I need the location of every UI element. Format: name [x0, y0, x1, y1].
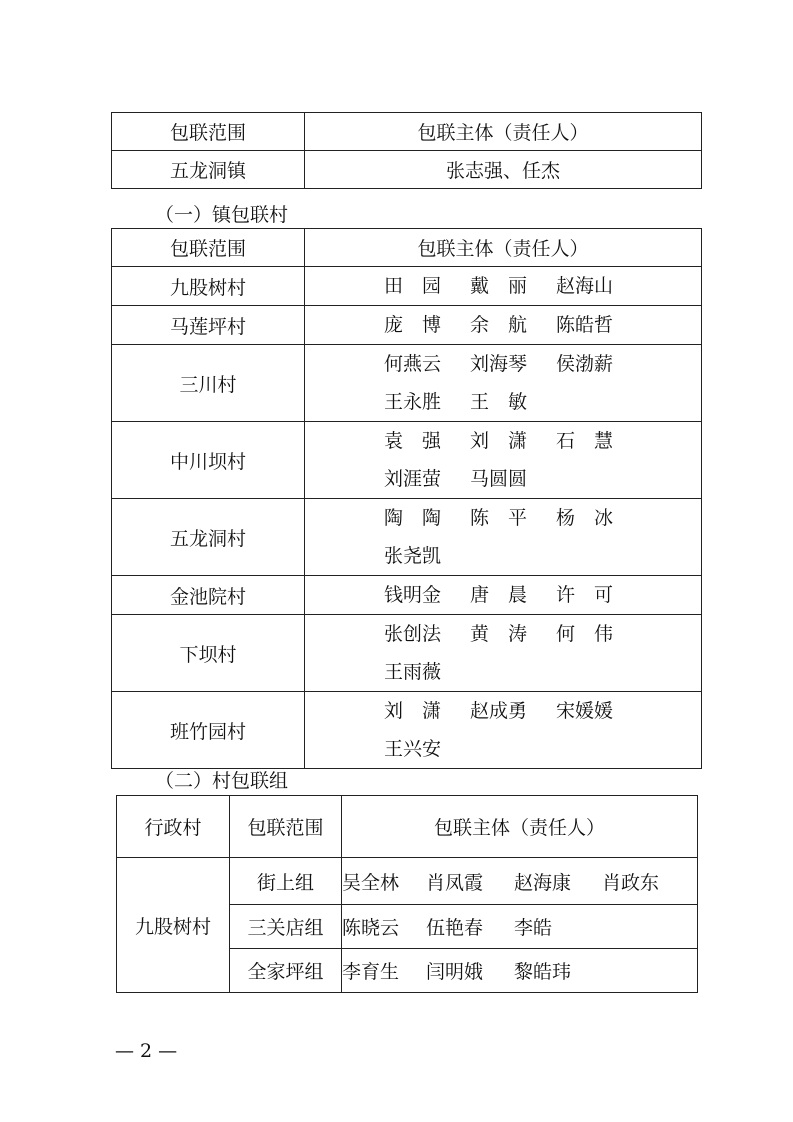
header-subject: 包联主体（责任人） — [342, 796, 698, 858]
header-subject: 包联主体（责任人） — [305, 229, 702, 267]
header-scope: 包联范围 — [230, 796, 342, 858]
section-title-village-group: （二）村包联组 — [155, 770, 289, 792]
person-name: 张创法 — [384, 623, 442, 645]
persons-cell — [305, 345, 702, 422]
person-name: 陈晓云 — [342, 917, 400, 939]
table-row — [112, 422, 702, 499]
person-name: 张尧凯 — [384, 545, 442, 567]
person-name: 王兴安 — [384, 738, 442, 760]
person-name: 李育生 — [342, 961, 400, 983]
page-number: — 2 — — [115, 1040, 178, 1062]
group-scope-cell: 街上组 — [230, 858, 342, 905]
persons-line — [305, 537, 701, 575]
person-name: 唐 晨 — [470, 584, 528, 606]
table-header-row — [112, 113, 702, 151]
person-name: 侯渤薪 — [556, 353, 614, 375]
scope-cell: 金池院村 — [112, 576, 305, 615]
persons-cell — [305, 692, 702, 769]
scope-cell: 中川坝村 — [112, 422, 305, 499]
persons-cell — [305, 422, 702, 499]
persons-line — [305, 460, 701, 498]
person-name: 王雨薇 — [384, 661, 442, 683]
person-name: 余 航 — [470, 314, 528, 336]
person-name: 吴全林 — [342, 871, 400, 894]
persons-cell — [305, 576, 702, 615]
scope-cell: 下坝村 — [112, 615, 305, 692]
scope-cell: 九股树村 — [112, 267, 305, 306]
persons-line — [305, 499, 701, 537]
person-name: 袁 强 — [384, 430, 442, 452]
leadership-table — [111, 112, 702, 189]
persons-cell — [305, 499, 702, 576]
person-name: 伍艳春 — [426, 917, 484, 939]
persons-cell: 张志强、任杰 — [305, 151, 702, 189]
person-name: 杨 冰 — [556, 507, 614, 529]
persons-line — [305, 576, 701, 614]
persons-line — [305, 653, 701, 691]
person-name: 肖政东 — [602, 871, 660, 894]
person-name: 刘涯萤 — [384, 468, 442, 490]
village-group-table — [116, 795, 698, 993]
table-row — [117, 858, 698, 905]
person-name: 何 伟 — [556, 623, 614, 645]
section-title-town-village: （一）镇包联村 — [155, 204, 289, 226]
persons-line — [305, 692, 701, 730]
person-name: 黄 涛 — [470, 623, 528, 645]
person-name: 陈皓哲 — [556, 314, 614, 336]
persons-cell — [305, 267, 702, 306]
person-name: 闫明娥 — [426, 961, 484, 983]
table-row — [112, 151, 702, 189]
person-name: 刘海琴 — [470, 353, 528, 375]
header-scope: 包联范围 — [112, 229, 305, 267]
persons-line — [305, 422, 701, 460]
town-village-table — [111, 228, 702, 769]
persons-line — [305, 730, 701, 768]
person-name: 刘 潇 — [470, 430, 528, 452]
person-name: 庞 博 — [384, 314, 442, 336]
persons-cell — [305, 306, 702, 345]
person-name: 石 慧 — [556, 430, 614, 452]
header-scope: 包联范围 — [112, 113, 305, 151]
group-scope-cell: 三关店组 — [230, 905, 342, 949]
person-name: 王 敏 — [470, 391, 528, 413]
persons-line — [305, 306, 701, 344]
person-name: 戴 丽 — [470, 275, 528, 297]
person-name: 何燕云 — [384, 353, 442, 375]
table-row — [112, 267, 702, 306]
persons-cell — [342, 949, 698, 993]
person-name: 赵海康 — [514, 871, 572, 894]
scope-cell: 班竹园村 — [112, 692, 305, 769]
header-village: 行政村 — [117, 796, 230, 858]
person-name: 赵成勇 — [470, 700, 528, 722]
persons-cell — [342, 905, 698, 949]
table-row — [112, 576, 702, 615]
header-subject: 包联主体（责任人） — [305, 113, 702, 151]
person-name: 钱明金 — [384, 584, 442, 606]
table-row — [112, 345, 702, 422]
group-scope-cell: 全家坪组 — [230, 949, 342, 993]
scope-cell: 马莲坪村 — [112, 306, 305, 345]
persons-line — [305, 267, 701, 305]
scope-cell: 五龙洞村 — [112, 499, 305, 576]
person-name: 田 园 — [384, 275, 442, 297]
persons-cell — [305, 615, 702, 692]
village-cell: 九股树村 — [117, 858, 230, 993]
persons-line — [305, 615, 701, 653]
person-name: 许 可 — [556, 584, 614, 606]
table-header-row — [117, 796, 698, 858]
person-name: 王永胜 — [384, 391, 442, 413]
table-header-row — [112, 229, 702, 267]
person-name: 肖凤霞 — [426, 871, 484, 894]
person-name: 黎皓玮 — [514, 961, 572, 983]
persons-line — [305, 383, 701, 421]
person-name: 刘 潇 — [384, 700, 442, 722]
persons-cell — [342, 858, 698, 905]
persons-line — [305, 345, 701, 383]
table-row — [112, 306, 702, 345]
person-name: 陈 平 — [470, 507, 528, 529]
table-row — [112, 499, 702, 576]
table-row — [112, 615, 702, 692]
person-name: 宋媛媛 — [556, 700, 614, 722]
person-name: 李皓 — [514, 917, 553, 939]
scope-cell: 三川村 — [112, 345, 305, 422]
table-row — [112, 692, 702, 769]
person-name: 赵海山 — [556, 275, 614, 297]
scope-cell: 五龙洞镇 — [112, 151, 305, 189]
person-name: 马圆圆 — [470, 468, 528, 490]
person-name: 陶 陶 — [384, 507, 442, 529]
